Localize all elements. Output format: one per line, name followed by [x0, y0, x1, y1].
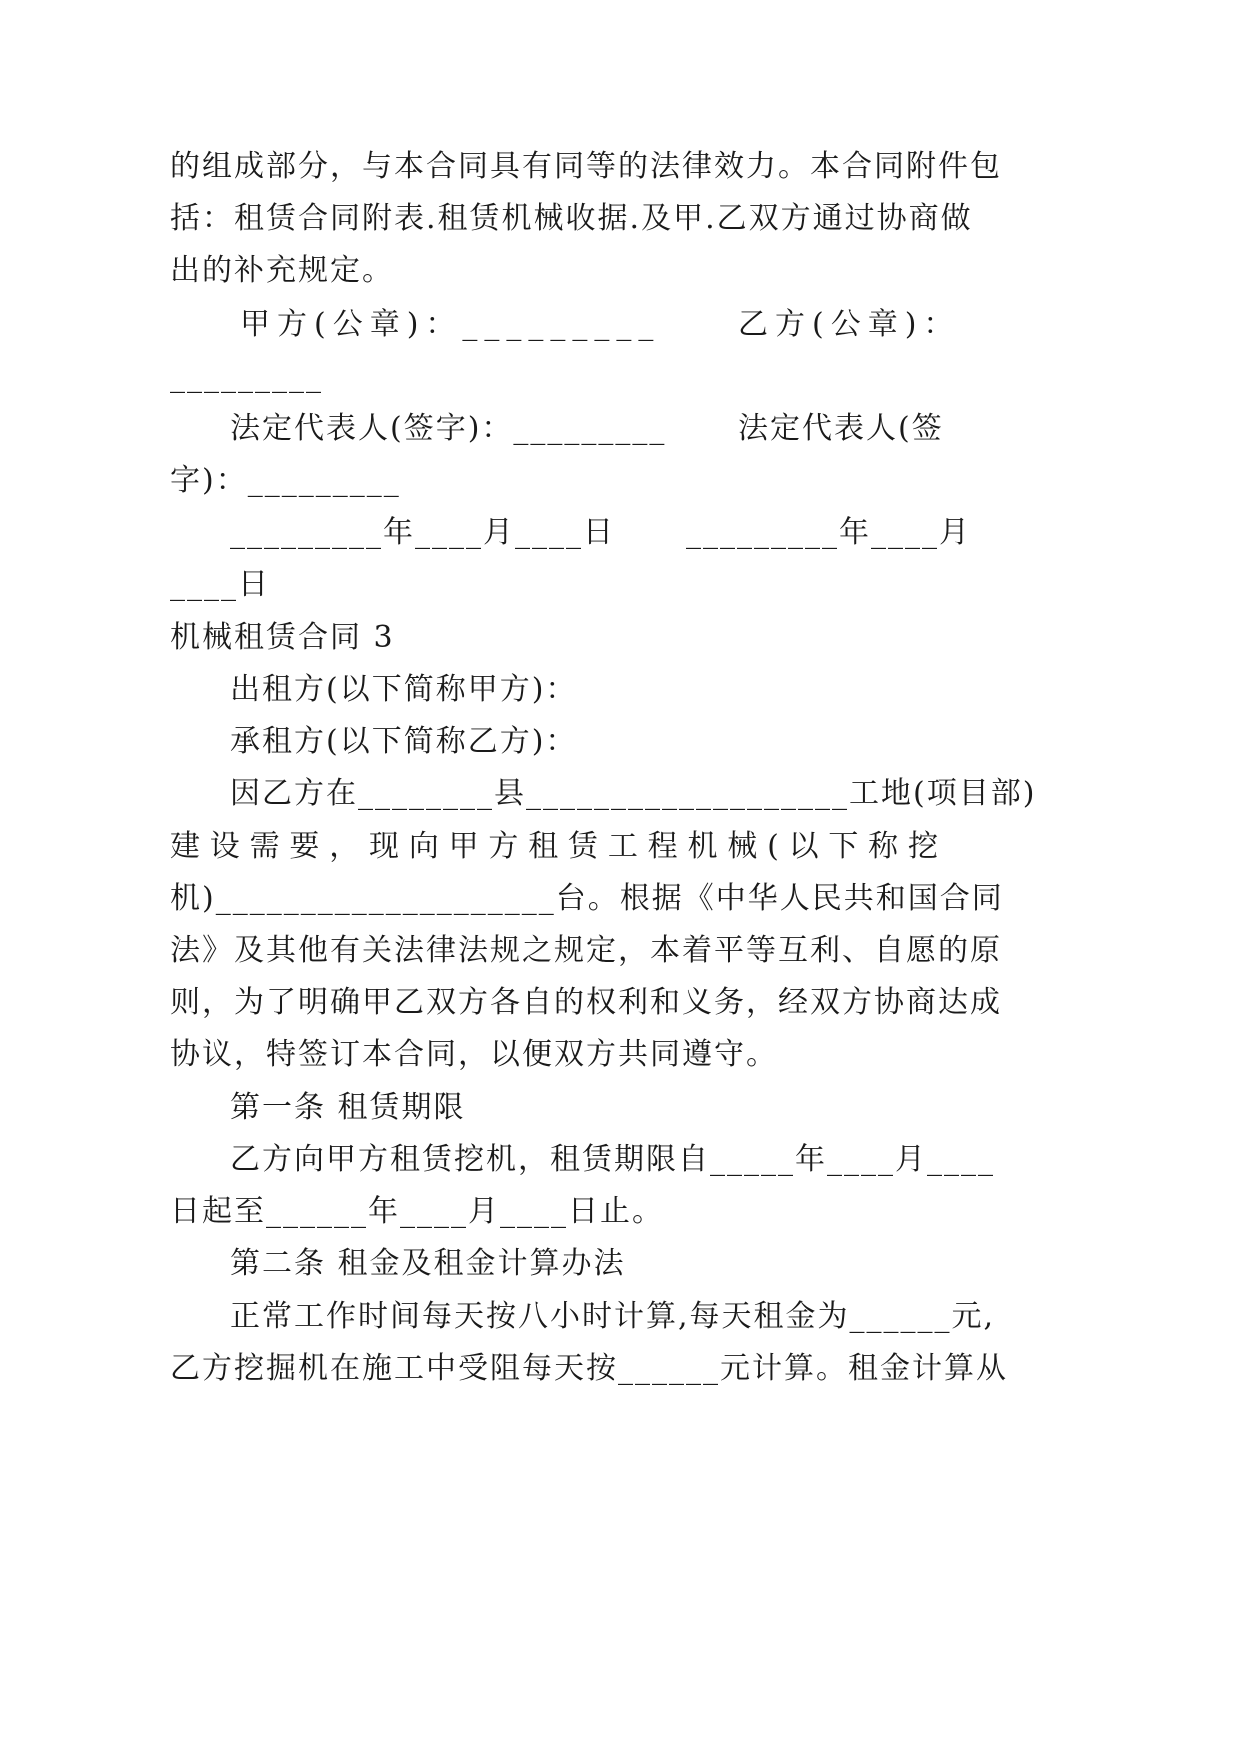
paragraph-line: 乙方向甲方租赁挖机，租赁期限自_____年____月____	[230, 1142, 995, 1177]
party-b-date: _________年____月	[686, 515, 971, 550]
party-a-date: _________年____月____日	[230, 515, 615, 550]
paragraph-line: 出的补充规定。	[170, 253, 394, 288]
paragraph-line: 法》及其他有关法律法规之规定，本着平等互利、自愿的原	[170, 933, 1002, 968]
party-b-seal: 乙方(公章)：	[738, 307, 961, 342]
paragraph-line: 则，为了明确甲乙双方各自的权利和义务，经双方协商达成	[170, 985, 1002, 1020]
article-heading: 第二条 租金及租金计算办法	[230, 1246, 626, 1281]
paragraph-line: 乙方挖掘机在施工中受阻每天按______元计算。租金计算从	[170, 1351, 1008, 1386]
party-b-representative: 法定代表人(签	[738, 411, 944, 446]
paragraph-line: 协议，特签订本合同，以便双方共同遵守。	[170, 1037, 778, 1072]
lessor-line: 出租方(以下简称甲方)：	[230, 672, 578, 707]
article-heading: 第一条 租赁期限	[230, 1090, 466, 1125]
signature-blank: _________	[170, 359, 323, 394]
paragraph-line: 的组成部分，与本合同具有同等的法律效力。本合同附件包	[170, 149, 1002, 184]
paragraph-line: 括：租赁合同附表.租赁机械收据.及甲.乙双方通过协商做	[170, 201, 973, 236]
paragraph-line: 字)：_________	[170, 463, 401, 498]
paragraph-line: 建设需要，现向甲方租赁工程机械(以下称挖	[170, 829, 940, 864]
paragraph-line: 正常工作时间每天按八小时计算,每天租金为______元,	[230, 1299, 996, 1334]
section-title: 机械租赁合同 3	[170, 620, 395, 655]
lessee-line: 承租方(以下简称乙方)：	[230, 724, 578, 759]
party-a-seal: 甲方(公章)：_________	[240, 307, 661, 342]
paragraph-line: 因乙方在________县___________________工地(项目部)	[230, 776, 1037, 811]
paragraph-line: 日起至______年____月____日止。	[170, 1194, 664, 1229]
paragraph-line: ____日	[170, 567, 270, 602]
paragraph-line: 机)____________________台。根据《中华人民共和国合同	[170, 881, 1004, 916]
party-a-representative: 法定代表人(签字)：_________	[230, 411, 667, 446]
